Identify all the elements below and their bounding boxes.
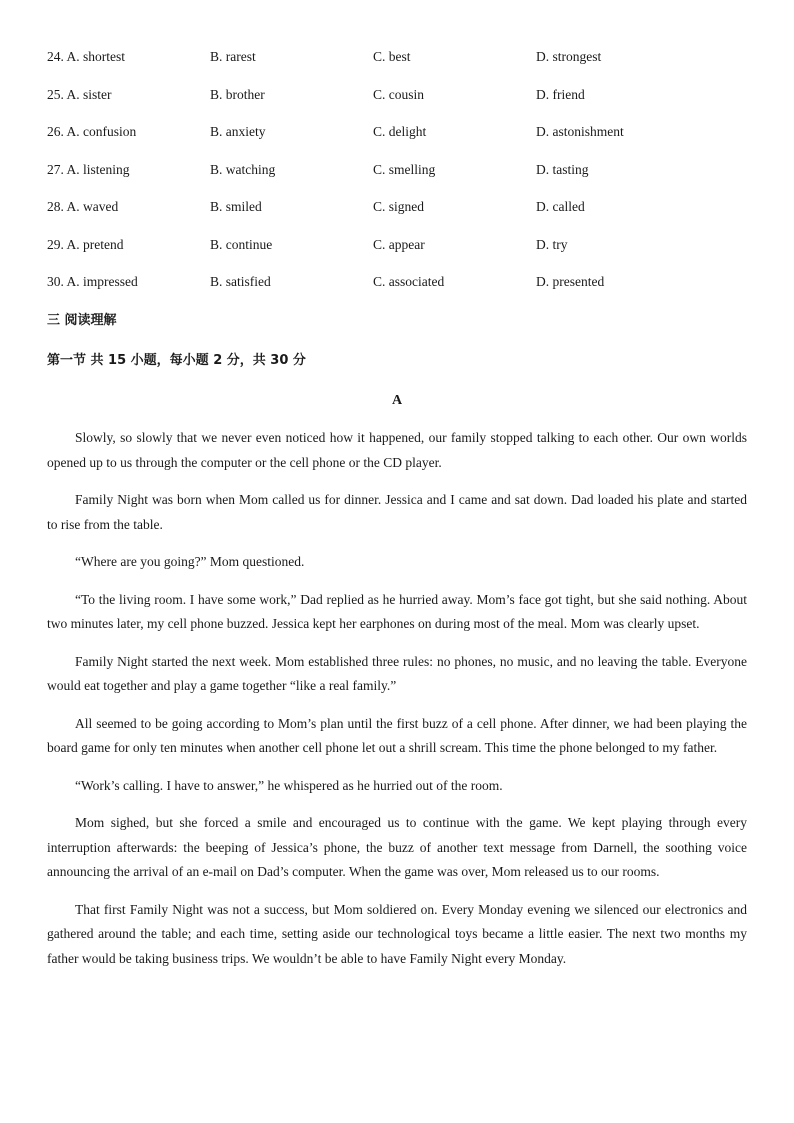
question-28-options bbox=[47, 198, 767, 236]
option-a: 27. A. listening bbox=[47, 161, 130, 177]
option-b: B. rarest bbox=[210, 49, 256, 64]
section-instructions: 第一节 共 15 小题，每小题 2 分，共 30 分 bbox=[47, 353, 306, 368]
passage-paragraph: Mom sighed, but she forced a smile and encouraged us to continue with the game. We kept playing through every interruption afterwards: the beeping of Jessica’s phone, the buzz of another text message from Darnell, the soothing voice announcing the arrival of an e-mail on Dad’s computer. When the game was over, Mom released us to our rooms. bbox=[47, 815, 747, 879]
option-a: 26. A. confusion bbox=[47, 124, 137, 139]
option-a: 28. A. waved bbox=[47, 199, 119, 214]
question-27-options bbox=[47, 161, 767, 199]
option-d: D. tasting bbox=[536, 161, 589, 177]
option-c: C. associated bbox=[373, 274, 445, 289]
option-a: 29. A. pretend bbox=[47, 236, 124, 252]
question-24-options bbox=[47, 48, 767, 86]
option-b: B. brother bbox=[210, 86, 265, 102]
passage-paragraph: Family Night was born when Mom called us for dinner. Jessica and I came and sat down. Dad loaded his plate and started to rise from the table. bbox=[47, 492, 747, 532]
option-b: B. smiled bbox=[210, 199, 262, 214]
option-d: D. presented bbox=[536, 274, 605, 289]
reading-passage bbox=[47, 426, 747, 984]
option-a: 30. A. impressed bbox=[47, 274, 138, 289]
option-c: C. appear bbox=[373, 236, 425, 252]
question-25-options bbox=[47, 86, 767, 124]
question-26-options bbox=[47, 123, 767, 161]
option-c: C. smelling bbox=[373, 161, 436, 177]
passage-paragraph: “Work’s calling. I have to answer,” he whispered as he hurried out of the room. bbox=[75, 777, 503, 793]
option-b: B. satisfied bbox=[210, 274, 271, 289]
option-d: D. try bbox=[536, 236, 568, 252]
question-30-options bbox=[47, 273, 767, 311]
option-a: 25. A. sister bbox=[47, 86, 112, 102]
option-a: 24. A. shortest bbox=[47, 49, 126, 64]
option-c: C. cousin bbox=[373, 86, 425, 102]
option-d: D. friend bbox=[536, 86, 585, 102]
passage-paragraph: “To the living room. I have some work,” Dad replied as he hurried away. Mom’s face got tight, but she said nothing. About two minutes later, my cell phone buzzed. Jessica kept her earphones on during most of the meal. Mom was clearly upset. bbox=[47, 591, 747, 631]
option-d: D. astonishment bbox=[536, 124, 624, 139]
option-b: B. watching bbox=[210, 161, 276, 177]
passage-paragraph: “Where are you going?” Mom questioned. bbox=[75, 554, 305, 569]
passage-paragraph: All seemed to be going according to Mom’s plan until the first buzz of a cell phone. After dinner, we had been playing the board game for only ten minutes when another cell phone let out a shrill scream. This time the phone belonged to my father. bbox=[47, 715, 747, 755]
option-b: B. continue bbox=[210, 236, 273, 252]
option-c: C. signed bbox=[373, 199, 425, 214]
option-d: D. called bbox=[536, 199, 585, 214]
option-b: B. anxiety bbox=[210, 124, 266, 139]
passage-label: A bbox=[391, 393, 403, 408]
answer-options-list bbox=[47, 48, 767, 311]
option-d: D. strongest bbox=[536, 49, 602, 64]
passage-paragraph: That first Family Night was not a success, but Mom soldiered on. Every Monday evening we silenced our electronics and gathered around the table; and each time, setting aside our technological toys became a little easier. The next two months my father would be taking business trips. We wouldn’t be able to have Family Night every Monday. bbox=[47, 901, 747, 966]
option-c: C. delight bbox=[373, 124, 427, 139]
passage-paragraph: Family Night started the next week. Mom established three rules: no phones, no music, and no leaving the table. Everyone would eat together and play a game together “like a real family.” bbox=[47, 653, 747, 693]
section-heading: 三 阅读理解 bbox=[47, 313, 117, 328]
passage-paragraph: Slowly, so slowly that we never even noticed how it happened, our family stopped talking to each other. Our own worlds opened up to us through the computer or the cell phone or the CD player. bbox=[47, 430, 747, 470]
question-29-options bbox=[47, 236, 767, 274]
option-c: C. best bbox=[373, 49, 411, 64]
